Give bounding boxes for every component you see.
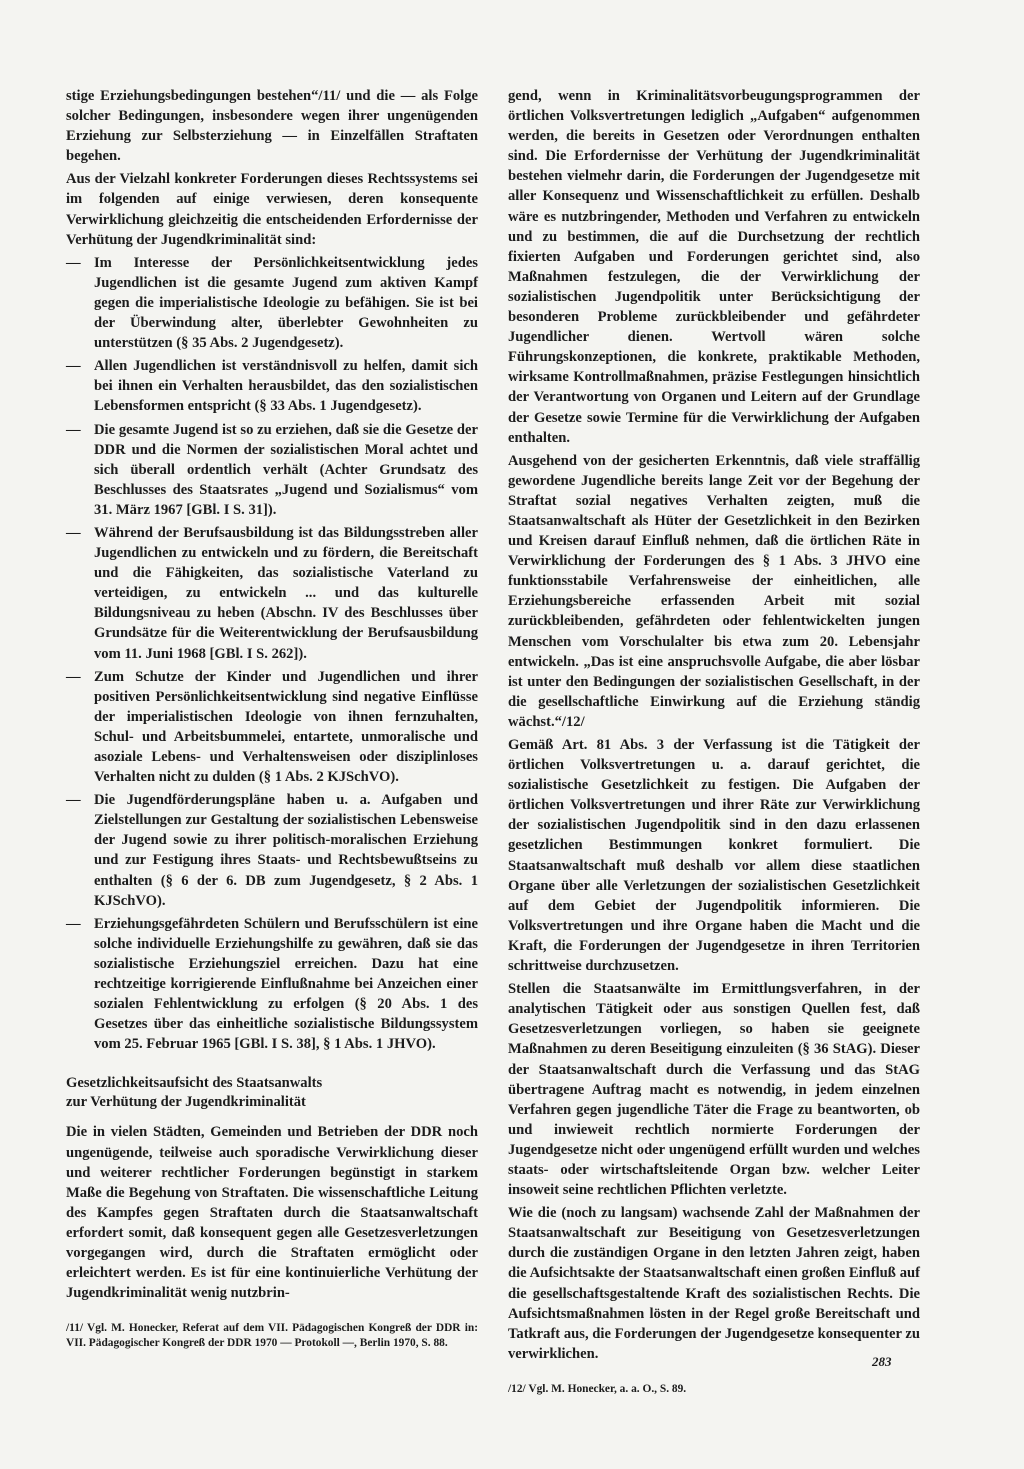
dash-marker: —: [66, 668, 81, 685]
paragraph: Aus der Vielzahl konkreter Forderungen dieses Rechtssystems sei im folgenden auf einige verwiesen, deren konsequente Verwirklichung gleichzeitig die entscheidenden Erfordernisse der Verhütung der Jugendkriminalität sind:: [66, 171, 478, 248]
paragraph: Stellen die Staatsanwälte im Ermittlungsverfahren, in der analytischen Tätigkeit oder aus sonstigen Quellen fest, daß Gesetzesverletzungen vorliegen, so haben sie geeignete Maßnahmen zu deren Beseitigung einzuleiten (§ 36 StAG). Dieser der Staatsanwaltschaft durch die Verfassung und das StAG übertragene Auftrag macht es notwendig, in jedem einzelnen Verfahren gegen jugendliche Täter die Frage zu beantworten, ob und inwieweit rechtlich normierte Forderungen der Jugendgesetze nicht oder ungenügend erfüllt wurden und welches staats- oder wirtschaftsleitende Organ bzw. welcher Leiter insoweit seine rechtlichen Pflichten verletzte.: [508, 981, 920, 1199]
list-item-text: Im Interesse der Persönlichkeitsentwicklung jedes Jugendlichen ist die gesamte Jugend zum aktiven Kampf gegen die imperialistische Ideologie zu befähigen. Sie ist bei der Überwindung alter, überlebter Gewohnheiten zu unterstützen (§ 35 Abs. 2 Jugendgesetz).: [94, 254, 478, 352]
dash-marker: —: [66, 915, 81, 932]
footnote: /11/ Vgl. M. Honecker, Referat auf dem VII. Pädagogischen Kongreß der DDR in: VII. Pädagogischer Kongreß der DDR 1970 — Protokoll —, Berlin 1970, S. 88.: [66, 1322, 478, 1350]
dash-marker: —: [66, 358, 81, 375]
list-item: [66, 420, 478, 520]
list-item-text: Zum Schutze der Kinder und Jugendlichen und ihrer positiven Persönlichkeitsentwicklung sind negative Einflüsse der imperialistischen Ideologie von ihnen fernzuhalten, Schul- und Arbeitsbummelei, entartete, unmoralische und asoziale Lebens- und Verhaltensweisen oder disziplinloses Verhalten nicht zu dulden (§ 1 Abs. 2 KJSchVO).: [94, 668, 478, 786]
right-column: [508, 86, 920, 1397]
paragraph: stige Erziehungsbedingungen bestehen“/11/ und die — als Folge solcher Bedingungen, insbesondere wegen ihrer ungenügenden Erziehung zur Selbsterziehung — in Einzelfällen Straftaten begehen.: [66, 88, 478, 165]
paragraph: gend, wenn in Kriminalitätsvorbeugungsprogrammen der örtlichen Volksvertretungen lediglich „Aufgaben“ aufgenommen werden, die bereits in Gesetzen oder Verordnungen enthalten sind. Die Erfordernisse der Verhütung der Jugendkriminalität bestehen vielmehr darin, die Forderungen der Jugendgesetze mit aller Konsequenz und Wissenschaftlichkeit zu erfüllen. Deshalb wäre es nutzbringender, Methoden und Verfahren zu entwickeln und zu bestimmen, die auf die Durchsetzung der rechtlich fixierten Aufgaben und Forderungen gerichtet sind, also Maßnahmen festzulegen, die der Verwirklichung der sozialistischen Jugendpolitik unter Berücksichtigung der besonderen Probleme zurückbleibender und gefährdeter Jugendlicher dienen. Wertvoll wären solche Führungskonzeptionen, die konkrete, praktikable Methoden, wirksame Kontrollmaßnahmen, präzise Festlegungen hinsichtlich der Verantwortung von Organen und Leitern auf der Grundlage der Gesetze sowie Termine für die Verwirklichung der Aufgaben enthalten.: [508, 88, 920, 446]
list-item: [66, 790, 478, 911]
paragraph: Ausgehend von der gesicherten Erkenntnis, daß viele straffällig gewordene Jugendliche bereits lange Zeit vor der Begehung der Straftat sozial negatives Verhalten zeigten, muß die Staatsanwaltschaft als Hüter der Gesetzlichkeit in den Bezirken und Kreisen darauf Einfluß nehmen, daß die örtlichen Räte in Verwirklichung der Forderungen des § 1 Abs. 3 JHVO eine funktionsstabile Verfahrensweise der einheitlichen, alle Erziehungsbereiche erfassenden Arbeit mit sozial zurückbleibenden, gefährdeten oder fehlentwickelten jungen Menschen vom Vorschulalter bis etwa zum 20. Lebensjahr entwickeln. „Das ist eine anspruchsvolle Aufgabe, die aber lösbar ist unter den Bedingungen der sozialistischen Gesellschaft, in der die gesellschaftliche Einwirkung auf die Erziehung ständig wächst.“/12/: [508, 452, 920, 730]
left-column: [66, 86, 478, 1351]
list-item: [66, 356, 478, 416]
list-item-text: Die gesamte Jugend ist so zu erziehen, daß sie die Gesetze der DDR und die Normen der sozialistischen Moral achtet und sich überall ordentlich verhält (Achter Grundsatz des Beschlusses des Staatsrates „Jugend und Sozialismus“ vom 31. März 1967 [GBl. I S. 31]).: [94, 421, 478, 518]
list-item-text: Allen Jugendlichen ist verständnisvoll zu helfen, damit sich bei ihnen ein Verhalten herausbildet, das den sozialistischen Lebensformen entspricht (§ 33 Abs. 1 Jugendgesetz).: [94, 358, 478, 415]
dash-marker: —: [66, 524, 81, 541]
paragraph: Wie die (noch zu langsam) wachsende Zahl der Maßnahmen der Staatsanwaltschaft zur Beseitigung von Gesetzesverletzungen durch die zuständigen Organe in den letzten Jahren zeigt, haben die Aufsichtsakte der Staatsanwaltschaft einen großen Einfluß auf die gesellschaftsgestaltende Kraft des sozialistischen Rechts. Die Aufsichtsmaßnahmen lösten in der Regel große Bereitschaft und Tatkraft aus, die Forderungen der Jugendgesetze konsequenter zu verwirklichen.: [508, 1205, 920, 1362]
paragraph: Gemäß Art. 81 Abs. 3 der Verfassung ist die Tätigkeit der örtlichen Volksvertretungen u. a. darauf gerichtet, die sozialistische Gesetzlichkeit zu festigen. Die Aufgaben der örtlichen Volksvertretungen und ihrer Räte zur Verwirklichung der sozialistischen Jugendpolitik sind in den dazu erlassenen gesetzlichen Bestimmungen konkret formuliert. Die Staatsanwaltschaft muß deshalb vor allem diese staatlichen Organe über alle Verletzungen der sozialistischen Gesetzlichkeit auf dem Gebiet der Jugendpolitik informieren. Die Volksvertretungen und ihre Organe haben die Macht und die Kraft, die Forderungen der Jugendgesetze in ihren Territorien schrittweise durchzusetzen.: [508, 737, 920, 975]
list-item-text: Erziehungsgefährdeten Schülern und Berufsschülern ist eine solche individuelle Erziehungshilfe zu gewähren, daß sie das sozialistische Erziehungsziel erreichen. Dazu hat eine rechtzeitige korrigierende Einflußnahme bei Anzeichen einer sozialen Fehlentwicklung zu erfolgen (§ 20 Abs. 1 des Gesetzes über das einheitliche sozialistische Bildungssystem vom 25. Februar 1965 [GBl. I S. 38], § 1 Abs. 1 JHVO).: [94, 915, 478, 1053]
dash-marker: —: [66, 254, 81, 271]
list-item: [66, 523, 478, 664]
section-heading-line: Gesetzlichkeitsaufsicht des Staatsanwalts: [66, 1075, 323, 1092]
list-item: [66, 667, 478, 788]
list-item: [66, 914, 478, 1055]
list-item: [66, 253, 478, 353]
list-item-text: Während der Berufsausbildung ist das Bildungsstreben aller Jugendlichen zu entwickeln und zu fördern, die Bereitschaft und die Fähigkeiten, das sozialistische Vaterland zu verteidigen, zu entwickeln ... und das kulturelle Bildungsniveau zu heben (Abschn. IV des Beschlusses über Grundsätze für die Weiterentwicklung der Berufsausbildung vom 11. Juni 1968 [GBl. I S. 262]).: [94, 524, 478, 662]
list-item-text: Die Jugendförderungspläne haben u. a. Aufgaben und Zielstellungen zur Gestaltung der sozialistischen Lebensweise der Jugend sowie zu ihrer politisch-moralischen Erziehung und zur Festigung ihres Staats- und Rechtsbewußtseins zu enthalten (§ 6 der 6. DB zum Jugendgesetz, § 2 Abs. 1 KJSchVO).: [94, 792, 478, 909]
dash-marker: —: [66, 421, 81, 438]
section-heading: [66, 1074, 478, 1112]
footnote: /12/ Vgl. M. Honecker, a. a. O., S. 89.: [508, 1382, 687, 1395]
paragraph: Die in vielen Städten, Gemeinden und Betrieben der DDR noch ungenügende, teilweise auch sporadische Verwirklichung dieser und weiterer rechtlicher Forderungen begünstigt in starkem Maße die Begehung von Straftaten. Die wissenschaftliche Leitung des Kampfes gegen Straftaten durch die Staatsanwaltschaft erfordert somit, daß konsequent gegen alle Gesetzesverletzungen vorgegangen wird, durch die Straftaten ermöglicht oder erleichtert werden. Es ist für eine kontinuierliche Verhütung der Jugendkriminalität wenig nutzbrin-: [66, 1124, 478, 1302]
page-number: 283: [872, 1354, 892, 1369]
dash-marker: —: [66, 792, 81, 809]
section-heading-line: zur Verhütung der Jugendkriminalität: [66, 1094, 306, 1111]
requirements-list: [66, 253, 478, 1055]
